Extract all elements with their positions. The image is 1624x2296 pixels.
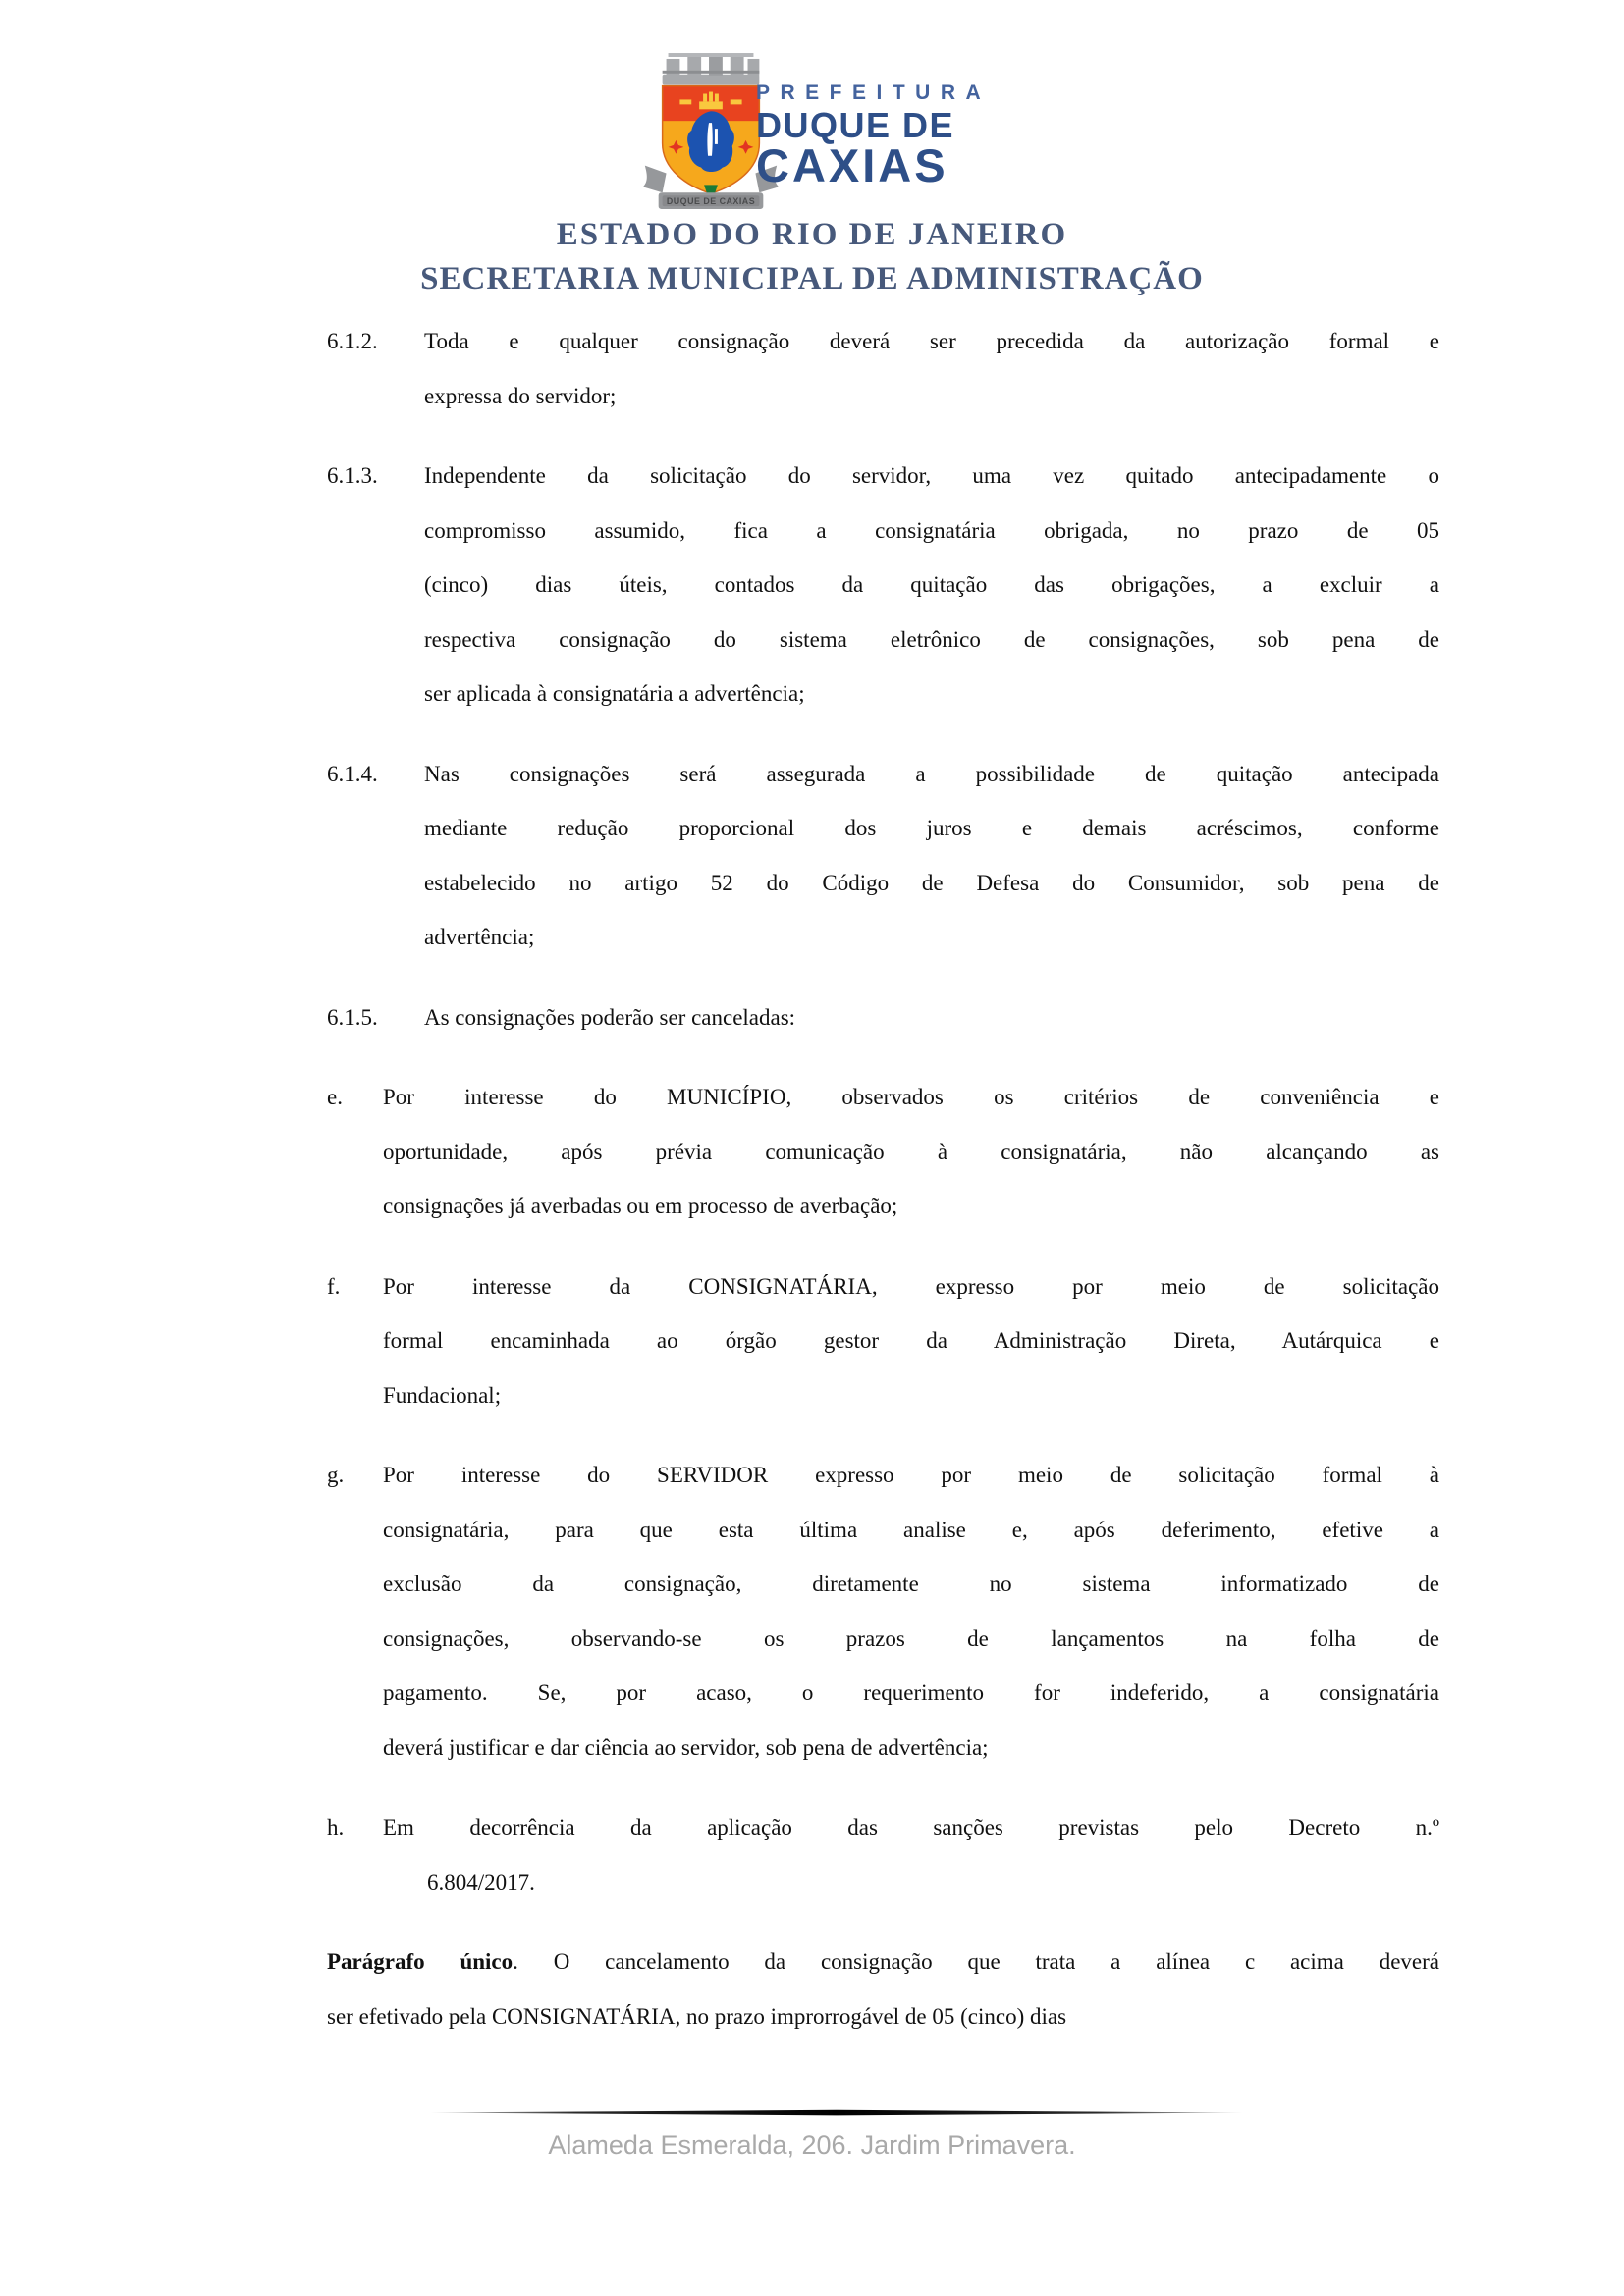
- item-text: [383, 1448, 1439, 1775]
- item-g: [327, 1448, 1439, 1775]
- department-title: SECRETARIA MUNICIPAL DE ADMINISTRAÇÃO: [420, 261, 1204, 296]
- text-line: ser aplicada à consignatária a advertência;: [424, 681, 805, 706]
- item-f: [327, 1259, 1439, 1423]
- text-line: As consignações poderão ser canceladas:: [424, 1004, 796, 1030]
- item-h: [327, 1800, 1439, 1909]
- text-line: advertência;: [424, 925, 535, 949]
- text-line: Por interesse do SERVIDOR expresso por meio de solicitação formal à: [383, 1463, 1439, 1487]
- wordmark-duque-de: DUQUE DE: [756, 105, 955, 145]
- text-line: 6.804/2017.: [427, 1869, 535, 1895]
- paragrafo-unico: [327, 1935, 1439, 2044]
- clause-number: 6.1.3.: [327, 463, 378, 488]
- document-text: [327, 314, 1439, 2069]
- text-line: estabelecido no artigo 52 do Código de Defesa do Consumidor, sob pena de: [424, 870, 1439, 895]
- paragrafo-unico-lead: Parágrafo único: [327, 1949, 514, 1974]
- crown-icon: [663, 53, 760, 85]
- clause-number: 6.1.2.: [327, 329, 378, 353]
- text-line: exclusão da consignação, diretamente no sistema informatizado de: [383, 1572, 1439, 1596]
- item-letter: h.: [327, 1815, 345, 1840]
- clause-text: [424, 449, 1439, 721]
- text-line: (cinco) dias úteis, contados da quitação das obrigações, a excluir a: [424, 572, 1439, 597]
- item-letter: g.: [327, 1463, 345, 1487]
- clause-6-1-3: [327, 449, 1439, 721]
- crest-ribbon-text: DUQUE DE CAXIAS: [666, 196, 756, 207]
- text-line: deverá justificar e dar ciência ao servidor, sob pena de advertência;: [383, 1735, 989, 1760]
- text-line: Em decorrência da aplicação das sanções previstas pelo Decreto n.º: [383, 1815, 1439, 1840]
- text-line: Fundacional;: [383, 1382, 502, 1408]
- text-line: ser efetivado pela CONSIGNATÁRIA, no prazo improrrogável de 05 (cinco) dias: [327, 2003, 1067, 2029]
- text-line: Independente da solicitação do servidor, uma vez quitado antecipadamente o: [424, 463, 1439, 488]
- text-line: [327, 1935, 1439, 1990]
- text-line: Por interesse da CONSIGNATÁRIA, expresso por meio de solicitação: [383, 1273, 1439, 1299]
- clause-number: 6.1.5.: [327, 1004, 378, 1030]
- clause-6-1-5: [327, 990, 1439, 1045]
- footer-divider-line: [430, 2109, 1243, 2117]
- paragrafo-unico-rest: . O cancelamento da consignação que trata a alínea c acima deverá: [513, 1949, 1439, 1974]
- text-line: consignatária, para que esta última analise e, após deferimento, efetive a: [383, 1517, 1439, 1542]
- item-text: [383, 1800, 1439, 1909]
- clause-text: [424, 747, 1439, 965]
- text-line: Nas consignações será assegurada a possibilidade de quitação antecipada: [424, 761, 1439, 786]
- text-line: respectiva consignação do sistema eletrônico de consignações, sob pena de: [424, 626, 1439, 652]
- text-line: formal encaminhada ao órgão gestor da Administração Direta, Autárquica e: [383, 1328, 1439, 1353]
- item-text: [383, 1259, 1439, 1423]
- text-line: compromisso assumido, fica a consignatária obrigada, no prazo de 05: [424, 517, 1439, 543]
- state-title: ESTADO DO RIO DE JANEIRO: [556, 217, 1068, 252]
- text-line: oportunidade, após prévia comunicação à consignatária, não alcançando as: [383, 1139, 1439, 1164]
- clause-text: [424, 990, 1439, 1045]
- text-line: consignações já averbadas ou em processo de averbação;: [383, 1194, 898, 1218]
- item-text: [383, 1070, 1439, 1234]
- text-line: pagamento. Se, por acaso, o requerimento for indeferido, a consignatária: [383, 1681, 1439, 1705]
- item-e: [327, 1070, 1439, 1234]
- text-line: consignações, observando-se os prazos de lançamentos na folha de: [383, 1626, 1439, 1651]
- text-line: mediante redução proporcional dos juros e demais acréscimos, conforme: [424, 816, 1439, 840]
- text-line: Por interesse do MUNICÍPIO, observados os critérios de conveniência e: [383, 1085, 1439, 1109]
- text-line: expressa do servidor;: [424, 383, 617, 408]
- wordmark-caxias: CAXIAS: [756, 139, 948, 191]
- text-line: Toda e qualquer consignação deverá ser precedida da autorização formal e: [424, 329, 1439, 353]
- clause-number: 6.1.4.: [327, 761, 378, 786]
- clause-6-1-2: [327, 314, 1439, 423]
- city-wordmark: [756, 81, 992, 191]
- wordmark-prefeitura: PREFEITURA: [756, 81, 992, 104]
- item-letter: e.: [327, 1085, 343, 1109]
- clause-6-1-4: [327, 747, 1439, 965]
- footer-address: Alameda Esmeralda, 206. Jardim Primavera.: [548, 2130, 1076, 2160]
- item-letter: f.: [327, 1273, 341, 1299]
- clause-text: [424, 314, 1439, 423]
- paragrafo-unico-text: [327, 1935, 1439, 2044]
